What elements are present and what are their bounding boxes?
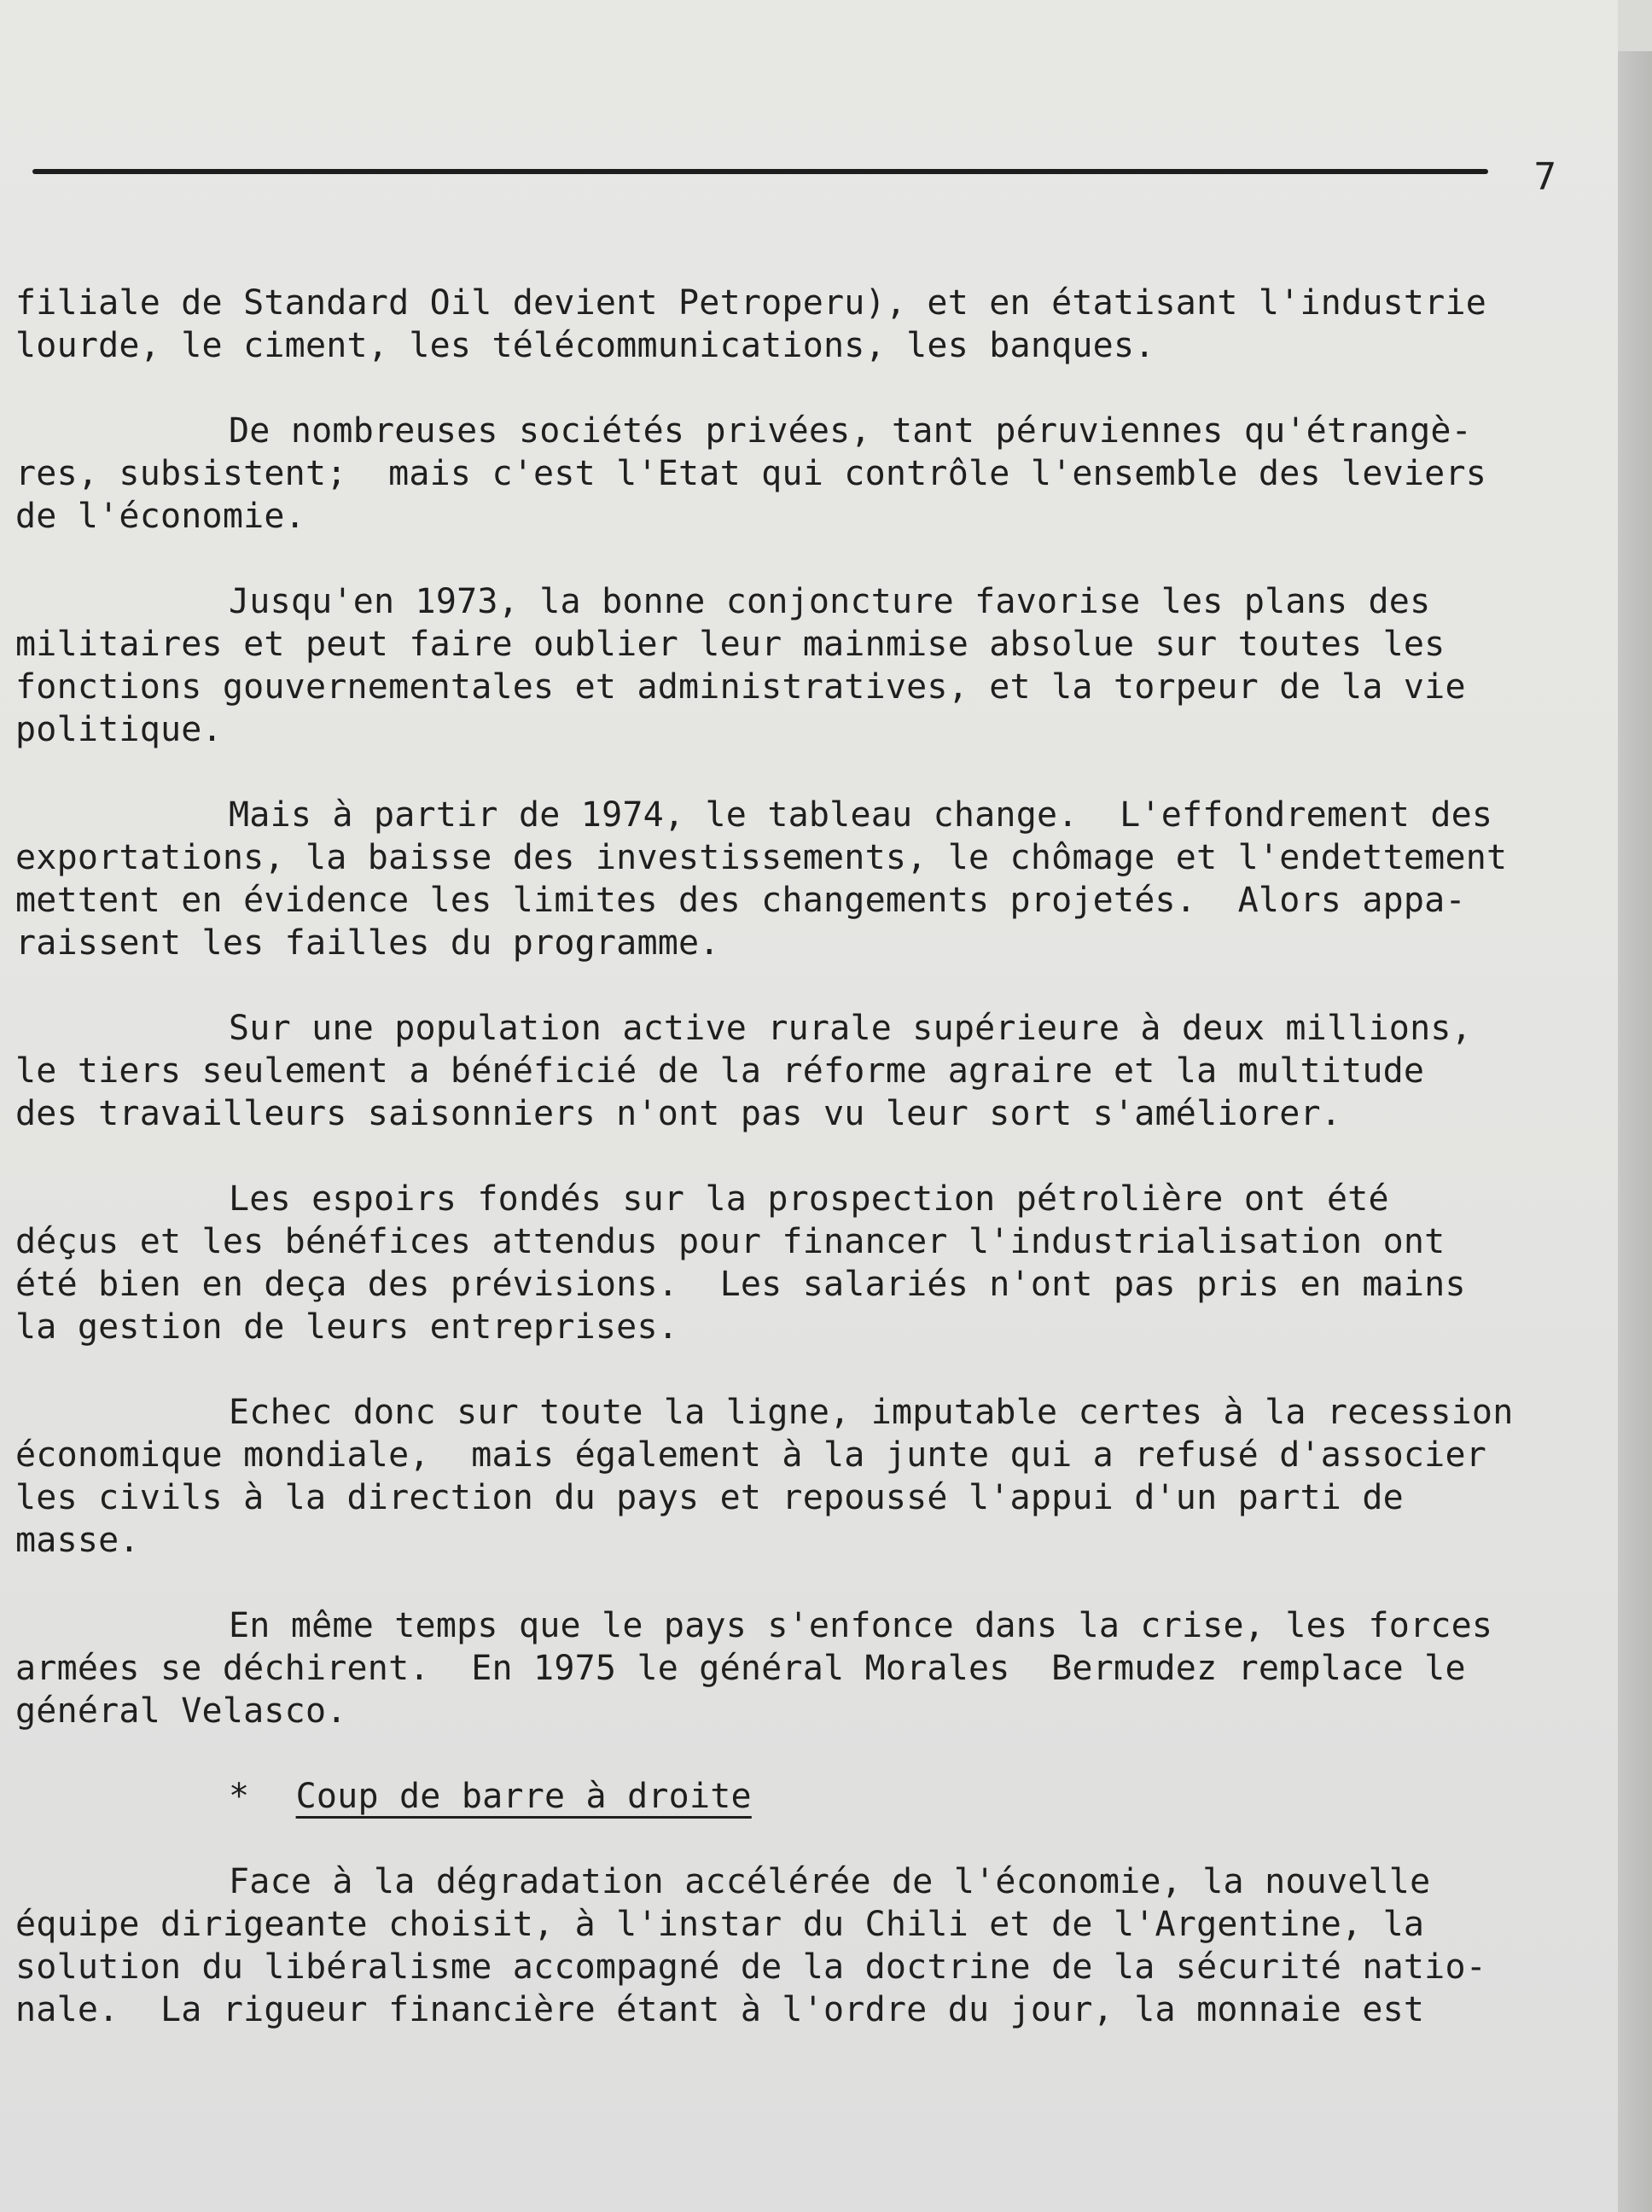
text-line: été bien en deça des prévisions. Les salariés n'ont pas pris en mains <box>15 1265 1466 1304</box>
text-line: la gestion de leurs entreprises. <box>15 1307 679 1347</box>
text-line: fonctions gouvernementales et administratives, et la torpeur de la vie <box>15 667 1466 707</box>
paragraph-gap <box>15 1348 1577 1391</box>
text-line: économique mondiale, mais également à la junte qui a refusé d'associer <box>15 1435 1487 1475</box>
section-heading <box>15 1775 1577 1826</box>
header-rule <box>32 169 1488 174</box>
paragraph <box>15 410 1577 538</box>
text-line: Les espoirs fondés sur la prospection pétrolière ont été <box>229 1179 1389 1219</box>
paragraph <box>15 1007 1577 1135</box>
paragraph <box>15 1391 1577 1562</box>
paragraph-gap <box>15 751 1577 794</box>
text-line: militaires et peut faire oublier leur mainmise absolue sur toutes les <box>15 625 1446 664</box>
text-line: raissent les failles du programme. <box>15 923 720 963</box>
text-line: général Velasco. <box>15 1691 347 1731</box>
text-line: filiale de Standard Oil devient Petroperu), et en étatisant l'industrie <box>15 283 1487 323</box>
page-number: 7 <box>1533 155 1556 199</box>
paragraph <box>15 1604 1577 1732</box>
paragraph-gap <box>15 964 1577 1007</box>
text-line: De nombreuses sociétés privées, tant péruviennes qu'étrangè- <box>229 411 1472 451</box>
paragraph-gap <box>15 1562 1577 1604</box>
text-line: solution du libéralisme accompagné de la doctrine de la sécurité natio- <box>15 1947 1487 1987</box>
paragraph-continued <box>15 282 1577 367</box>
text-line: res, subsistent; mais c'est l'Etat qui contrôle l'ensemble des leviers <box>15 454 1487 493</box>
text-line: exportations, la baisse des investissements, le chômage et l'endettement <box>15 838 1508 877</box>
text-line: armées se déchirent. En 1975 le général Morales Bermudez remplace le <box>15 1649 1466 1688</box>
text-line: équipe dirigeante choisit, à l'instar du Chili et de l'Argentine, la <box>15 1905 1425 1944</box>
text-line: masse. <box>15 1521 140 1560</box>
section-heading-text: Coup de barre à droite <box>295 1777 752 1816</box>
paragraph-gap <box>15 538 1577 580</box>
text-line: lourde, le ciment, les télécommunications, les banques. <box>15 326 1155 365</box>
text-line: de l'économie. <box>15 497 305 536</box>
document-body <box>15 282 1577 2031</box>
asterisk-mark: * <box>229 1777 250 1816</box>
text-line: Sur une population active rurale supérieure à deux millions, <box>229 1009 1472 1048</box>
text-line: Face à la dégradation accélérée de l'économie, la nouvelle <box>229 1862 1431 1901</box>
text-line: déçus et les bénéfices attendus pour financer l'industrialisation ont <box>15 1222 1446 1261</box>
paragraph-gap <box>15 1135 1577 1178</box>
paragraph <box>15 794 1577 964</box>
text-line: Echec donc sur toute la ligne, imputable certes à la recession <box>229 1393 1514 1432</box>
text-line: Jusqu'en 1973, la bonne conjoncture favorise les plans des <box>229 582 1431 621</box>
text-line: Mais à partir de 1974, le tableau change. L'effondrement des <box>229 795 1493 835</box>
text-line: En même temps que le pays s'enfonce dans la crise, les forces <box>229 1606 1493 1645</box>
paragraph <box>15 580 1577 751</box>
paragraph <box>15 1178 1577 1348</box>
text-line: politique. <box>15 710 223 749</box>
text-line: nale. La rigueur financière étant à l'ordre du jour, la monnaie est <box>15 1990 1425 2029</box>
paragraph <box>15 1860 1577 2031</box>
paragraph-gap <box>15 367 1577 410</box>
text-line: des travailleurs saisonniers n'ont pas vu leur sort s'améliorer. <box>15 1094 1342 1133</box>
text-line: le tiers seulement a bénéficié de la réforme agraire et la multitude <box>15 1051 1425 1091</box>
text-line: les civils à la direction du pays et repoussé l'appui d'un parti de <box>15 1478 1404 1517</box>
text-line: mettent en évidence les limites des changements projetés. Alors appa- <box>15 881 1466 920</box>
page-edge-shadow <box>1618 51 1652 2212</box>
